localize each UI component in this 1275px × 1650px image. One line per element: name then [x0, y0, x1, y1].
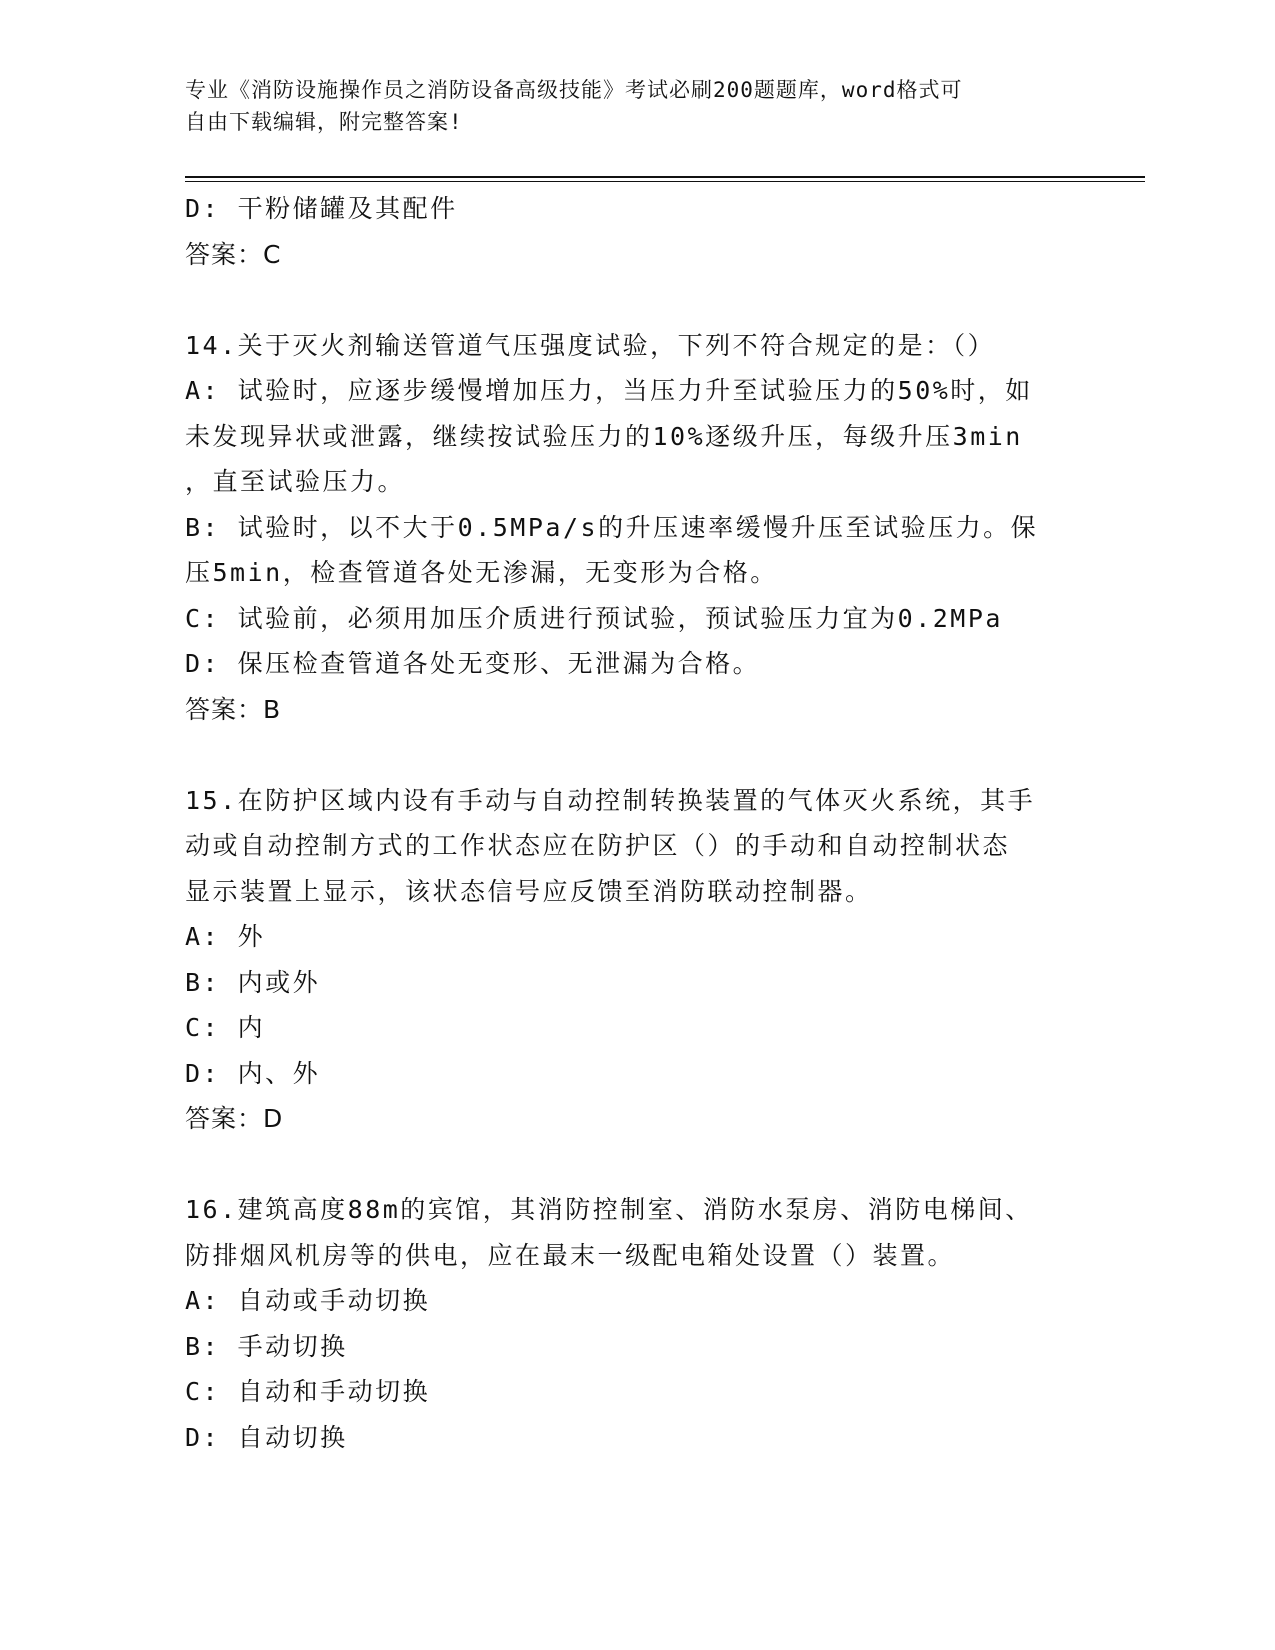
- spacer: [185, 277, 1085, 323]
- q14-option-b-line-1: B: 试验时，以不大于0.5MPa/s的升压速率缓慢升压至试验压力。保: [185, 512, 1039, 542]
- q14-option-d: D: 保压检查管道各处无变形、无泄漏为合格。: [185, 649, 761, 678]
- q15-option-c: C: 内: [185, 1013, 266, 1042]
- q14-option-c: C: 试验前，必须用加压介质进行预试验，预试验压力宜为0.2MPa: [185, 603, 1003, 633]
- q16-option-d: D: 自动切换: [185, 1422, 348, 1452]
- q14-option-a-line-2: 未发现异状或泄露，继续按试验压力的10%逐级升压，每级升压3min: [185, 421, 1023, 451]
- header-title-line-1: 专业《消防设施操作员之消防设备高级技能》考试必刷200题题库，word格式可: [185, 78, 963, 102]
- q14-option-b-line-2: 压5min，检查管道各处无渗漏，无变形为合格。: [185, 558, 778, 587]
- question-16: [185, 1187, 1085, 1460]
- q15-option-b: B: 内或外: [185, 967, 321, 997]
- q14-option-a-line-3: ，直至试验压力。: [185, 467, 406, 496]
- prev-option-d: D: 干粉储罐及其配件: [185, 194, 458, 223]
- q16-option-a: A: 自动或手动切换: [185, 1286, 431, 1315]
- question-15: [185, 778, 1085, 1142]
- prev-answer: 答案：C: [185, 239, 282, 269]
- q14-question: 14.关于灭火剂输送管道气压强度试验，下列不符合规定的是：（）: [185, 330, 996, 360]
- q15-question-line-1: 15.在防护区域内设有手动与自动控制转换装置的气体灭火系统，其手: [185, 785, 1036, 815]
- question-content: [185, 186, 1085, 1460]
- q15-option-a: A: 外: [185, 922, 266, 951]
- q14-option-a-line-1: A: 试验时，应逐步缓慢增加压力，当压力升至试验压力的50%时，如: [185, 376, 1033, 405]
- header-rule-thin: [185, 181, 1145, 182]
- q14-answer: 答案：B: [185, 694, 282, 724]
- header-rule-thick: [185, 176, 1145, 178]
- q15-question-line-3: 显示装置上显示，该状态信号应反馈至消防联动控制器。: [185, 876, 873, 906]
- spacer: [185, 732, 1085, 778]
- header-title-line-2: 自由下载编辑，附完整答案!: [185, 110, 463, 134]
- q15-question-line-2: 动或自动控制方式的工作状态应在防护区（）的手动和自动控制状态: [185, 831, 1011, 860]
- q16-question-line-1: 16.建筑高度88m的宾馆，其消防控制室、消防水泵房、消防电梯间、: [185, 1195, 1033, 1224]
- spacer: [185, 1142, 1085, 1188]
- q15-option-d: D: 内、外: [185, 1058, 321, 1088]
- q15-answer: 答案：D: [185, 1104, 284, 1133]
- q16-option-c: C: 自动和手动切换: [185, 1377, 431, 1406]
- question-14: [185, 323, 1085, 733]
- q16-question-line-2: 防排烟风机房等的供电，应在最末一级配电箱处设置（）装置。: [185, 1240, 956, 1270]
- q16-option-b: B: 手动切换: [185, 1331, 348, 1361]
- page-header: [185, 74, 1065, 138]
